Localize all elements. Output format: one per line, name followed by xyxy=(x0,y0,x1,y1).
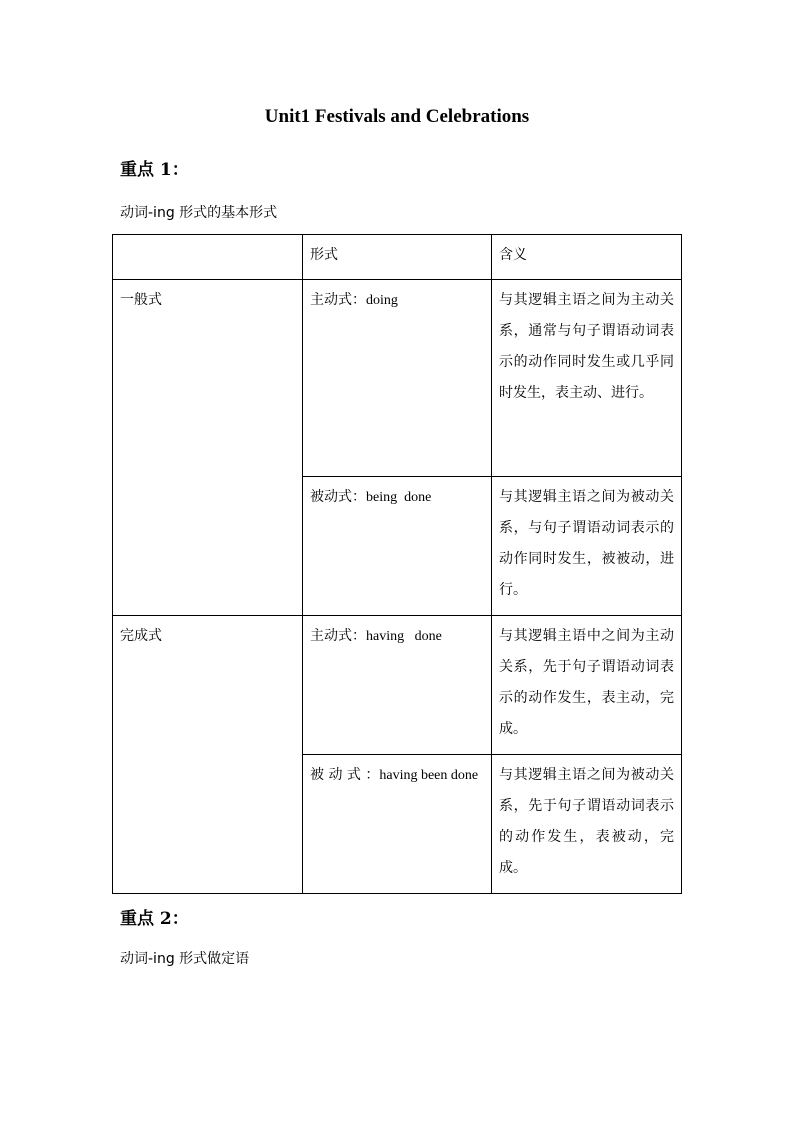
page-title: Unit1 Festivals and Celebrations xyxy=(264,106,530,127)
meaning-cell: 与其逻辑主语之间为被动关系，先于句子谓语动词表示的动作发生，表被动，完成。 xyxy=(492,755,682,894)
section-intro-1: 动词-ing 形式的基本形式 xyxy=(120,205,278,221)
category-cell: 一般式 xyxy=(113,280,303,616)
meaning-cell: 与其逻辑主语之间为主动关系，通常与句子谓语动词表示的动作同时发生或几乎同时发生，表主动、进行。 xyxy=(492,280,682,477)
table-row xyxy=(113,616,682,755)
table-header-row xyxy=(113,235,682,280)
section-intro-2: 动词-ing 形式做定语 xyxy=(120,951,250,967)
table-row xyxy=(113,280,682,477)
category-cell: 完成式 xyxy=(113,616,303,894)
meaning-cell: 与其逻辑主语中之间为主动关系，先于句子谓语动词表示的动作发生，表主动，完成。 xyxy=(492,616,682,755)
header-meaning: 含义 xyxy=(492,235,682,280)
form-label: 主动式： xyxy=(310,292,366,308)
meaning-cell: 与其逻辑主语之间为被动关系，与句子谓语动词表示的动作同时发生，被被动，进行。 xyxy=(492,477,682,616)
form-label: 被动式： xyxy=(310,489,366,505)
form-value: having been done xyxy=(379,768,479,783)
section-heading-2: 重点 2： xyxy=(120,909,189,929)
form-value: having done xyxy=(366,629,442,644)
form-label: 被 动 式 ： xyxy=(310,767,380,783)
header-form: 形式 xyxy=(303,235,492,280)
form-label: 主动式： xyxy=(310,628,366,644)
section-heading-1: 重点 1： xyxy=(120,160,189,180)
form-value: being done xyxy=(366,490,432,505)
ing-forms-table xyxy=(112,234,682,894)
form-cell xyxy=(303,616,492,755)
header-empty-cell xyxy=(113,235,303,280)
form-value: doing xyxy=(366,293,398,308)
form-cell xyxy=(303,755,492,894)
form-cell xyxy=(303,280,492,477)
form-cell xyxy=(303,477,492,616)
